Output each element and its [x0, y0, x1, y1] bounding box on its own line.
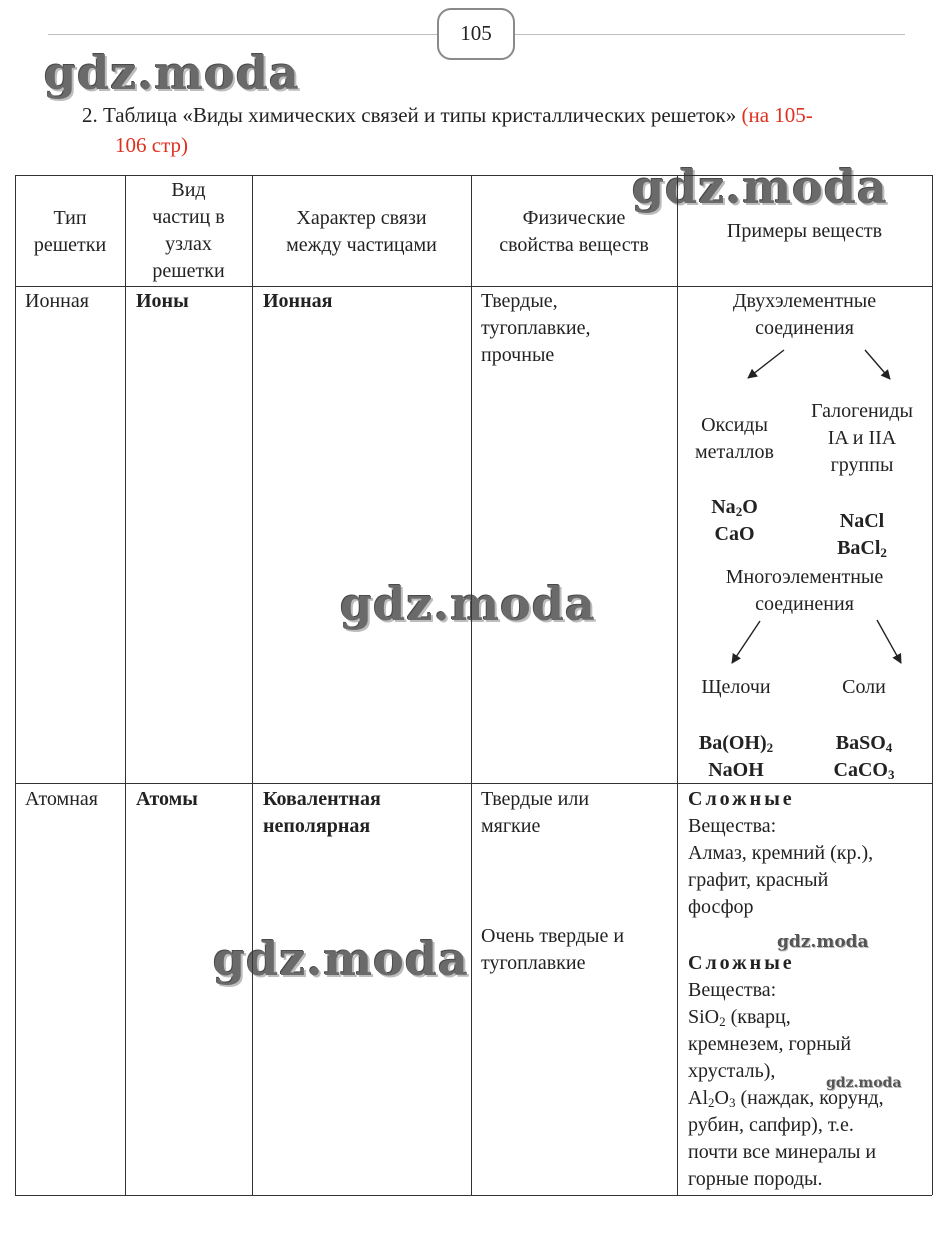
formula-baso4: BaSO$_4$	[835, 732, 893, 755]
oxide-formulas	[677, 494, 792, 548]
block2-title: Сложные	[688, 952, 795, 974]
salt-formulas	[800, 730, 928, 784]
salts-label: Соли	[842, 676, 886, 698]
col-border-3	[471, 175, 472, 1195]
alkali-formulas	[677, 730, 795, 784]
ionic-bond: Ионная	[263, 290, 333, 312]
watermark-center: gdz.moda	[340, 577, 596, 631]
task-number: 2.	[82, 103, 98, 127]
multi-compounds-title: Многоэлементные соединения	[725, 566, 884, 615]
alkali-label: Щелочи	[701, 676, 771, 698]
page-number: 105	[437, 8, 515, 60]
header-physical-properties: Физические свойства веществ	[499, 207, 649, 256]
page-ref-1: (на 105-	[741, 103, 813, 127]
watermark-small-1: gdz.moda	[777, 932, 869, 952]
ionic-properties: Твердые, тугоплавкие, прочные	[481, 290, 591, 366]
formula-sio2-line: SiO$_2$ (кварц,	[688, 1006, 791, 1029]
ionic-particles: Ионы	[136, 290, 189, 312]
header-rule-right	[515, 34, 905, 35]
header-rule-left	[48, 34, 438, 35]
atomic-properties-1: Твердые или мягкие	[481, 788, 590, 837]
header-bond-character: Характер связи между частицами	[286, 207, 437, 256]
atomic-type: Атомная	[25, 788, 98, 810]
formula-nacl: NaCl	[839, 510, 885, 532]
halide-formulas	[792, 508, 932, 562]
page-ref-2: 106 стр)	[115, 133, 188, 157]
table-border-top	[15, 175, 932, 176]
task-title: Таблица «Виды химических связей и типы кристаллических решеток»	[103, 103, 737, 127]
row-divider-1	[15, 286, 932, 287]
atomic-examples-block-2: Сложные Вещества: SiO$_2$ (кварц, кремнезем, горный хрусталь), $Al_2O_3$ (наждак, корунд, рубин, сапфир), т.е. почти все минералы и горные породы.	[688, 950, 928, 1193]
formula-na2o: $Na_2O$	[711, 496, 758, 519]
header-particles: Вид частиц в узлах решетки	[152, 179, 225, 282]
col-border-5	[932, 175, 933, 1195]
formula-naoh: NaOH	[708, 759, 764, 781]
col-border-0	[15, 175, 16, 1195]
formula-cao: CaO	[714, 523, 755, 545]
formula-baoh2: $Ba(OH)_2$	[698, 732, 774, 755]
formula-bacl2: BaCl$_2$	[837, 537, 887, 560]
table-border-bottom	[15, 1195, 932, 1196]
watermark-top-right: gdz.moda	[632, 160, 888, 214]
atomic-particles: Атомы	[136, 788, 198, 810]
watermark-top-left: gdz.moda	[44, 46, 300, 100]
atomic-examples-block-1: Сложные Вещества: Алмаз, кремний (кр.), графит, красный фосфор	[688, 786, 928, 921]
multi-arrows	[677, 615, 932, 670]
watermark-small-2: gdz.moda	[826, 1075, 902, 1091]
ionic-type: Ионная	[25, 290, 89, 312]
block1-title: Сложные	[688, 788, 795, 810]
oxides-label: Оксиды металлов	[695, 414, 774, 463]
binary-compounds-title: Двухэлементные соединения	[732, 290, 877, 339]
formula-al2o3-line: $Al_2O_3$ (наждак, корунд,	[688, 1087, 884, 1110]
formula-caco3: CaCO$_3$	[833, 759, 895, 782]
task-heading	[82, 101, 922, 129]
atomic-properties-2: Очень твердые и тугоплавкие	[481, 925, 625, 974]
header-lattice-type: Тип решетки	[33, 207, 107, 256]
halides-label: Галогениды IA и IIA группы	[811, 400, 913, 476]
page-ref-line2	[115, 131, 188, 159]
header-examples: Примеры веществ	[726, 220, 883, 242]
col-border-1	[125, 175, 126, 1195]
watermark-lower-left: gdz.moda	[213, 932, 469, 986]
binary-arrows	[677, 340, 932, 390]
atomic-bond: Ковалентная неполярная	[263, 788, 381, 837]
col-border-2	[252, 175, 253, 1195]
